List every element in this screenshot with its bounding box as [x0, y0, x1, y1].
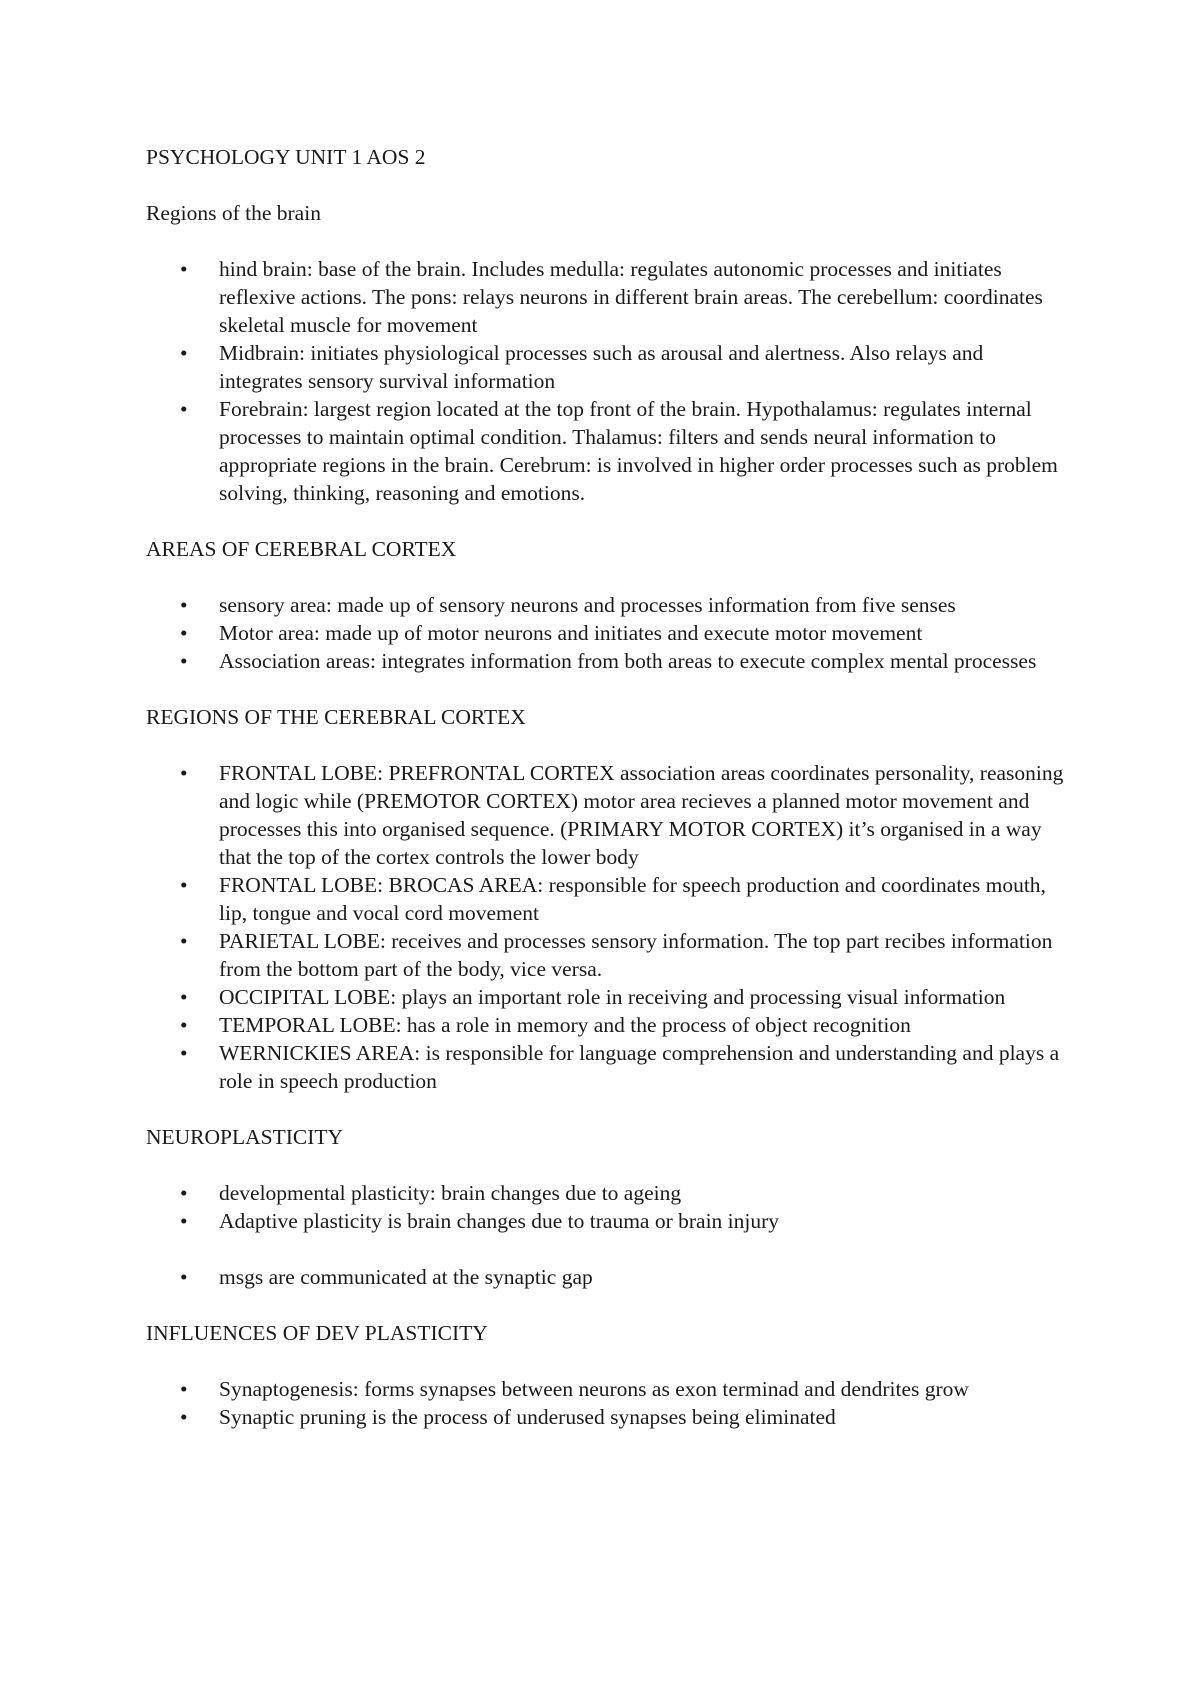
list-item: • FRONTAL LOBE: BROCAS AREA: responsible for speech production and coordinates mouth, lip, tongue and vocal cord movement — [146, 871, 1066, 927]
list-item: • sensory area: made up of sensory neurons and processes information from five senses — [146, 591, 1066, 619]
list-item: • Midbrain: initiates physiological processes such as arousal and alertness. Also relays and integrates sensory survival information — [146, 339, 1066, 395]
list-item: • WERNICKIES AREA: is responsible for language comprehension and understanding and plays a role in speech production — [146, 1039, 1066, 1095]
section-heading-areas-of-cerebral-cortex: AREAS OF CEREBRAL CORTEX — [146, 537, 457, 561]
list-item: • hind brain: base of the brain. Includes medulla: regulates autonomic processes and initiates reflexive actions. The pons: relays neurons in different brain areas. The cerebellum: coordinates skeletal muscle for movement — [146, 255, 1066, 339]
list-item: • PARIETAL LOBE: receives and processes sensory information. The top part recibes information from the bottom part of the body, vice versa. — [146, 927, 1066, 983]
list-item: • FRONTAL LOBE: PREFRONTAL CORTEX association areas coordinates personality, reasoning and logic while (PREMOTOR CORTEX) motor area recieves a planned motor movement and processes this into organised sequence. (PRIMARY MOTOR CORTEX) it’s organised in a way that the top of the cortex controls the lower body — [146, 759, 1066, 871]
list-item: • OCCIPITAL LOBE: plays an important role in receiving and processing visual information — [146, 983, 1066, 1011]
section-heading-regions-of-brain: Regions of the brain — [146, 201, 321, 225]
list-item: • msgs are communicated at the synaptic gap — [146, 1263, 1066, 1291]
bullet-list-areas-of-cerebral-cortex — [146, 591, 1066, 675]
list-item: • Adaptive plasticity is brain changes due to trauma or brain injury — [146, 1207, 1066, 1235]
list-item: • developmental plasticity: brain changes due to ageing — [146, 1179, 1066, 1207]
section-heading-regions-of-cerebral-cortex: REGIONS OF THE CEREBRAL CORTEX — [146, 705, 526, 729]
bullet-list-neuroplasticity — [146, 1179, 1066, 1235]
list-item: • TEMPORAL LOBE: has a role in memory and the process of object recognition — [146, 1011, 1066, 1039]
document-title: PSYCHOLOGY UNIT 1 AOS 2 — [146, 145, 426, 169]
bullet-list-regions-of-brain — [146, 255, 1066, 507]
list-item: • Motor area: made up of motor neurons and initiates and execute motor movement — [146, 619, 1066, 647]
bullet-list-influences-of-dev-plasticity — [146, 1375, 1066, 1431]
section-heading-influences-of-dev-plasticity: INFLUENCES OF DEV PLASTICITY — [146, 1321, 488, 1345]
document-page — [146, 143, 1066, 1459]
list-item: • Forebrain: largest region located at the top front of the brain. Hypothalamus: regulates internal processes to maintain optimal condition. Thalamus: filters and sends neural information to appropriate regions in the brain. Cerebrum: is involved in higher order processes such as problem solving, thinking, reasoning and emotions. — [146, 395, 1066, 507]
section-heading-neuroplasticity: NEUROPLASTICITY — [146, 1125, 344, 1149]
list-item: • Association areas: integrates information from both areas to execute complex mental processes — [146, 647, 1066, 675]
list-item: • Synaptic pruning is the process of underused synapses being eliminated — [146, 1403, 1066, 1431]
list-item: • Synaptogenesis: forms synapses between neurons as exon terminad and dendrites grow — [146, 1375, 1066, 1403]
bullet-list-regions-of-cerebral-cortex — [146, 759, 1066, 1095]
bullet-list-synaptic-gap — [146, 1263, 1066, 1291]
